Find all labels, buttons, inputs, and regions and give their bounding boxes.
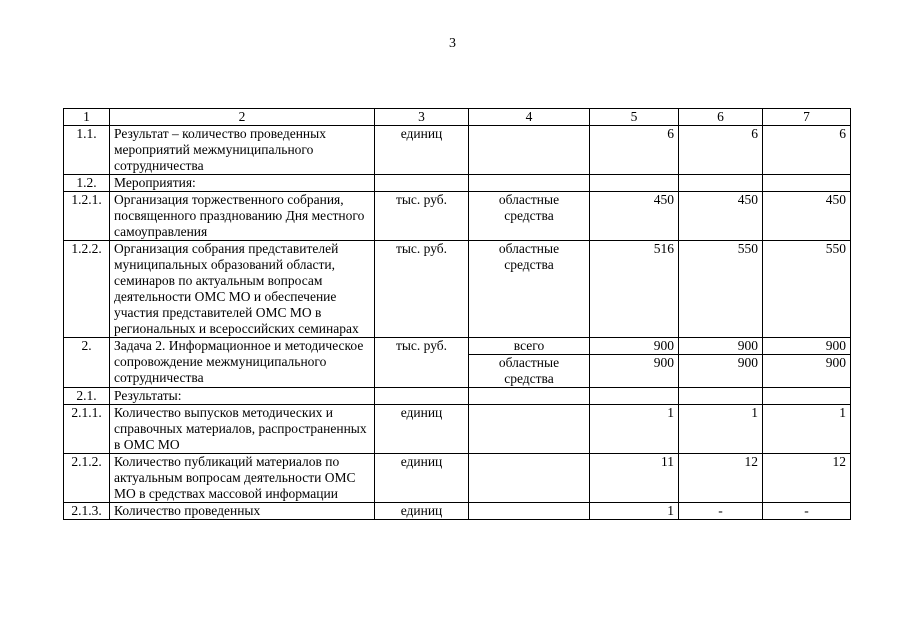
row-value-col6: - [679,503,763,520]
page-number: 3 [449,36,456,51]
row-value-col6: 900 [679,355,763,388]
row-unit: единиц [375,503,469,520]
row-value-col7: 1 [763,405,851,454]
row-unit: единиц [375,126,469,175]
row-value-col7: 550 [763,241,851,338]
row-value-col5: 6 [590,126,679,175]
table-row [64,388,851,405]
table-row [64,192,851,241]
row-value-col6: 900 [679,338,763,355]
row-name: Количество проведенных [110,503,375,520]
row-source [469,405,590,454]
row-unit [375,388,469,405]
row-value-col5: 11 [590,454,679,503]
row-number: 1.2.2. [64,241,110,338]
header-cell: 4 [469,109,590,126]
row-value-col7: 900 [763,338,851,355]
program-table [63,108,851,520]
row-value-col6: 450 [679,192,763,241]
header-cell: 6 [679,109,763,126]
table-row [64,503,851,520]
row-value-col7: 12 [763,454,851,503]
row-name: Результат – количество проведенных мероприятий межмуниципального сотрудничества [110,126,375,175]
header-cell: 3 [375,109,469,126]
row-name: Результаты: [110,388,375,405]
row-number: 1.1. [64,126,110,175]
header-cell: 1 [64,109,110,126]
row-value-col6: 6 [679,126,763,175]
row-name: Задача 2. Информационное и методическое сопровождение межмуниципального сотрудничества [110,338,375,388]
table-row [64,405,851,454]
row-source [469,126,590,175]
table-row [64,241,851,338]
row-name: Организация собрания представителей муниципальных образований области, семинаров по актуальным вопросам деятельности ОМС МО и обеспечение участия представителей ОМС МО в региональных и всероссийских семинарах [110,241,375,338]
table-row [64,338,851,355]
row-unit: тыс. руб. [375,241,469,338]
row-value-col7 [763,175,851,192]
row-source: областные средства [469,192,590,241]
row-number: 1.2.1. [64,192,110,241]
row-value-col6: 550 [679,241,763,338]
row-value-col7 [763,388,851,405]
row-number: 2.1. [64,388,110,405]
row-value-col5: 450 [590,192,679,241]
row-unit: единиц [375,405,469,454]
row-value-col6 [679,388,763,405]
row-value-col5: 516 [590,241,679,338]
row-number: 2. [64,338,110,388]
table-row [64,175,851,192]
row-value-col7: - [763,503,851,520]
row-name: Количество выпусков методических и справочных материалов, распространенных в ОМС МО [110,405,375,454]
row-value-col5 [590,175,679,192]
row-source [469,503,590,520]
row-value-col6 [679,175,763,192]
row-source: областные средства [469,241,590,338]
row-number: 1.2. [64,175,110,192]
row-value-col6: 12 [679,454,763,503]
row-unit: тыс. руб. [375,192,469,241]
table-row [64,454,851,503]
header-cell: 5 [590,109,679,126]
table-row [64,126,851,175]
row-value-col6: 1 [679,405,763,454]
row-value-col5: 1 [590,405,679,454]
row-unit: тыс. руб. [375,338,469,388]
table-header-row [64,109,851,126]
row-number: 2.1.1. [64,405,110,454]
row-name: Организация торжественного собрания, посвященного празднованию Дня местного самоуправления [110,192,375,241]
row-value-col7: 450 [763,192,851,241]
row-name: Количество публикаций материалов по актуальным вопросам деятельности ОМС МО в средствах массовой информации [110,454,375,503]
row-value-col5 [590,388,679,405]
row-name: Мероприятия: [110,175,375,192]
header-cell: 2 [110,109,375,126]
row-value-col5: 900 [590,355,679,388]
row-number: 2.1.2. [64,454,110,503]
row-source [469,175,590,192]
row-source [469,454,590,503]
row-value-col5: 900 [590,338,679,355]
row-value-col5: 1 [590,503,679,520]
row-source-regional: областные средства [469,355,590,388]
row-value-col7: 6 [763,126,851,175]
row-number: 2.1.3. [64,503,110,520]
row-unit: единиц [375,454,469,503]
row-value-col7: 900 [763,355,851,388]
row-source [469,388,590,405]
header-cell: 7 [763,109,851,126]
row-unit [375,175,469,192]
row-source-total: всего [469,338,590,355]
